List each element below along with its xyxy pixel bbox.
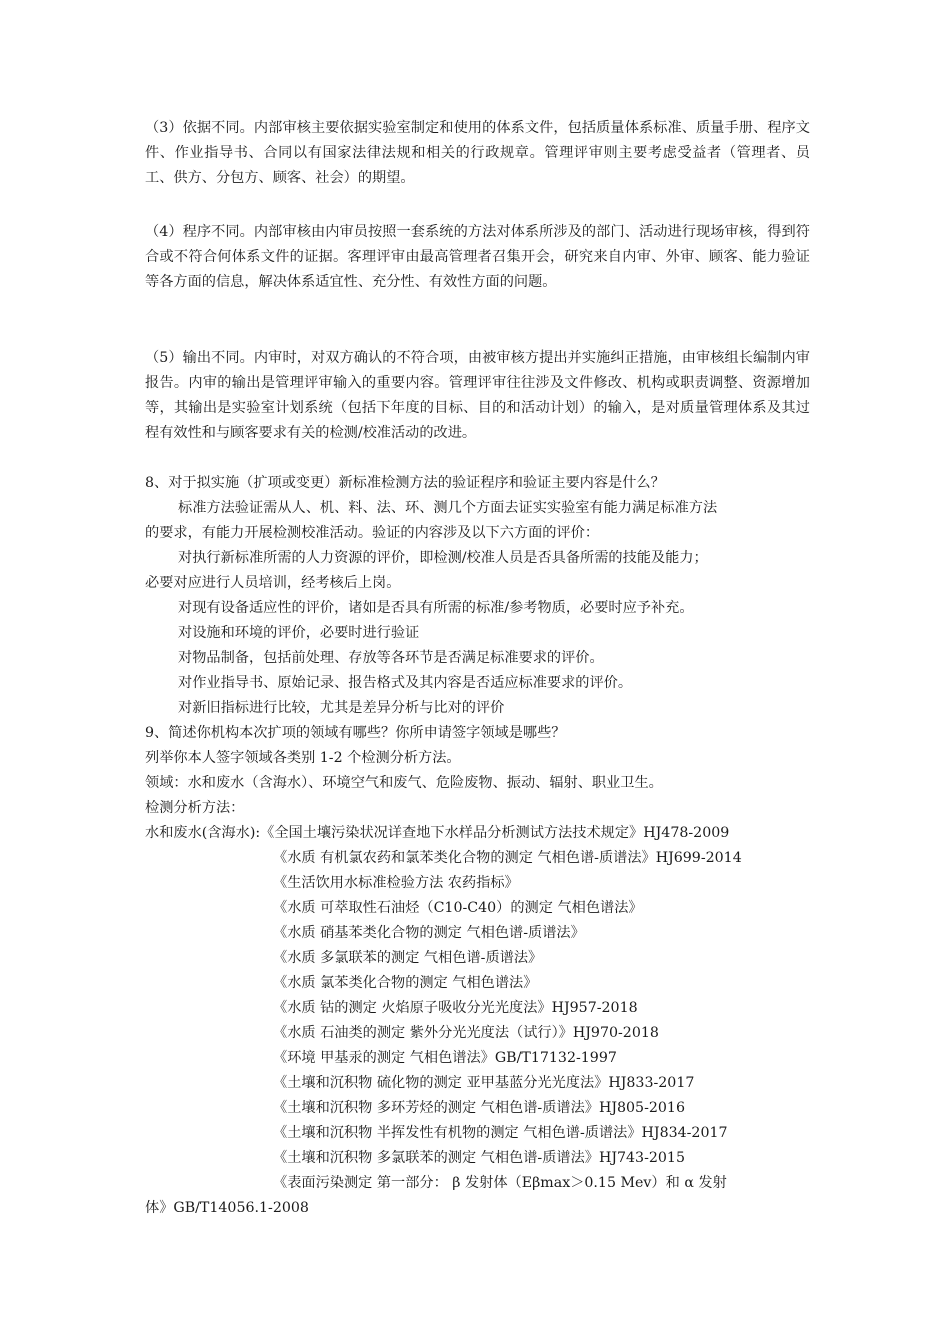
standard-item: 《全国土壤污染状况详查地下水样品分析测试方法技术规定》HJ478-2009 [260, 825, 730, 841]
q8-intro-line-2: 的要求，有能力开展检测校准活动。验证的内容涉及以下六方面的评价： [145, 525, 600, 541]
q8-item-2: 对现有设备适应性的评价，诸如是否具有所需的标准/参考物质，必要时应予补充。 [178, 600, 694, 616]
q8-item-1-line-2: 必要对应进行人员培训，经考核后上岗。 [145, 575, 401, 591]
standard-item: 《水质 硝基苯类化合物的测定 气相色谱-质谱法》 [273, 925, 585, 941]
standard-item: 《土壤和沉积物 多氯联苯的测定 气相色谱-质谱法》HJ743-2015 [273, 1150, 685, 1166]
standard-item: 《环境 甲基汞的测定 气相色谱法》GB/T17132-1997 [273, 1050, 617, 1066]
question-8-heading: 8、对于拟实施（扩项或变更）新标准检测方法的验证程序和验证主要内容是什么？ [145, 475, 665, 491]
standard-item-last-line-1: 《表面污染测定 第一部分： β 发射体（Eβmax＞0.15 Mev）和 α 发射 [273, 1175, 727, 1191]
paragraph-basis-difference: （3）依据不同。内部审核主要依据实验室制定和使用的体系文件，包括质量体系标准、质量手册、程序文件、作业指导书、合同以有国家法律法规和相关的行政规章。管理评审则主要考虑受益者（管理者、员工、供方、分包方、顾客、社会）的期望。 [145, 120, 810, 186]
standard-item: 《水质 有机氯农药和氯苯类化合物的测定 气相色谱-质谱法》HJ699-2014 [273, 850, 742, 866]
q8-item-1-line-1: 对执行新标准所需的人力资源的评价，即检测/校准人员是否具备所需的技能及能力； [178, 550, 708, 566]
paragraph-procedure-difference: （4）程序不同。内部审核由内审员按照一套系统的方法对体系所涉及的部门、活动进行现场审核，得到符合或不符合何体系文件的证据。客理评审由最高管理者召集开会，研究来自内审、外审、顾客、能力验证等各方面的信息，解决体系适宜性、充分性、有效性方面的问题。 [145, 224, 810, 290]
standard-item: 《土壤和沉积物 半挥发性有机物的测定 气相色谱-质谱法》HJ834-2017 [273, 1125, 728, 1141]
standard-item: 《水质 钴的测定 火焰原子吸收分光光度法》HJ957-2018 [273, 1000, 638, 1016]
standard-item: 《土壤和沉积物 硫化物的测定 亚甲基蓝分光光度法》HJ833-2017 [273, 1075, 695, 1091]
standard-item: 《土壤和沉积物 多环芳烃的测定 气相色谱-质谱法》HJ805-2016 [273, 1100, 685, 1116]
q9-methods-label: 检测分析方法： [145, 800, 245, 816]
standard-item: 《生活饮用水标准检验方法 农药指标》 [273, 875, 519, 891]
q9-subquestion: 列举你本人签字领域各类别 1-2 个检测分析方法。 [145, 750, 461, 766]
water-category-label: 水和废水(含海水): [145, 825, 261, 841]
paragraph-output-difference: （5）输出不同。内审时，对双方确认的不符合项，由被审核方提出并实施纠正措施，由审核组长编制内审报告。内审的输出是管理评审输入的重要内容。管理评审往往涉及文件修改、机构或职责调整、资源增加等，其输出是实验室计划系统（包括下年度的目标、目的和活动计划）的输入，是对质量管理体系及其过程有效性和与顾客要求有关的检测/校准活动的改进。 [145, 350, 810, 441]
standard-item-last-line-2: 体》GB/T14056.1-2008 [145, 1200, 309, 1216]
standard-item: 《水质 石油类的测定 紫外分光光度法（试行）》HJ970-2018 [273, 1025, 659, 1041]
water-category-row [145, 821, 729, 846]
q8-item-4: 对物品制备，包括前处理、存放等各环节是否满足标准要求的评价。 [178, 650, 604, 666]
standard-item: 《水质 氯苯类化合物的测定 气相色谱法》 [273, 975, 538, 991]
question-9-heading: 9、简述你机构本次扩项的领域有哪些？你所申请签字领域是哪些？ [145, 725, 566, 741]
q9-fields: 领域：水和废水（含海水）、环境空气和废气、危险废物、振动、辐射、职业卫生。 [145, 775, 663, 791]
standard-item: 《水质 多氯联苯的测定 气相色谱-质谱法》 [273, 950, 543, 966]
q8-intro-line-1: 标准方法验证需从人、机、料、法、环、测几个方面去证实实验室有能力满足标准方法 [178, 500, 718, 516]
q8-item-6: 对新旧指标进行比较，尤其是差异分析与比对的评价 [178, 700, 505, 716]
standard-item: 《水质 可萃取性石油烃（C10-C40）的测定 气相色谱法》 [273, 900, 643, 916]
q8-item-5: 对作业指导书、原始记录、报告格式及其内容是否适应标准要求的评价。 [178, 675, 633, 691]
q8-item-3: 对设施和环境的评价，必要时进行验证 [178, 625, 420, 641]
